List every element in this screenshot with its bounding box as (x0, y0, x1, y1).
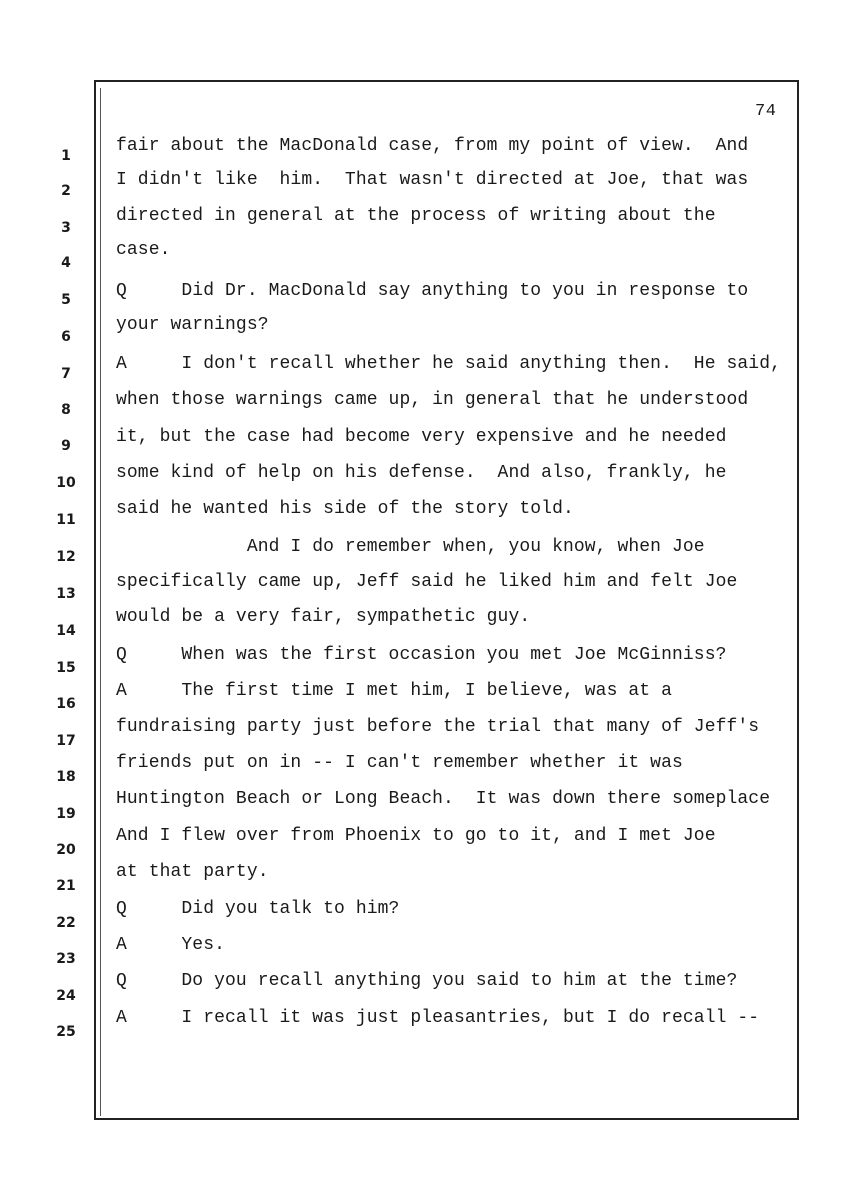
transcript-line: A The first time I met him, I believe, was at a (116, 681, 672, 701)
line-number: 6 (61, 329, 71, 345)
transcript-line: said he wanted his side of the story told. (116, 499, 574, 519)
line-number: 14 (56, 623, 76, 639)
line-number: 23 (56, 951, 76, 967)
transcript-line: A Yes. (116, 935, 226, 955)
transcript-line: friends put on in -- I can't remember whether it was (116, 753, 683, 773)
transcript-line: And I flew over from Phoenix to go to it, and I met Joe (116, 826, 716, 846)
line-number: 12 (56, 549, 76, 565)
line-number: 9 (61, 438, 71, 454)
line-number: 15 (56, 660, 76, 676)
transcript-line: Huntington Beach or Long Beach. It was down there someplace (116, 789, 771, 809)
line-number: 2 (61, 183, 71, 199)
line-number: 13 (56, 586, 76, 602)
transcript-line: And I do remember when, you know, when Joe (116, 537, 705, 557)
line-number: 16 (56, 696, 76, 712)
transcript-line: I didn't like him. That wasn't directed at Joe, that was (116, 170, 749, 190)
line-number: 19 (56, 806, 76, 822)
line-number: 10 (56, 475, 76, 491)
transcript-line: Q Did Dr. MacDonald say anything to you in response to (116, 281, 749, 301)
transcript-line: at that party. (116, 862, 269, 882)
line-number: 8 (61, 402, 71, 418)
transcript-line: your warnings? (116, 315, 269, 335)
page-frame (94, 80, 799, 1120)
line-number: 3 (61, 220, 71, 236)
line-number: 22 (56, 915, 76, 931)
page-number: 74 (755, 102, 777, 121)
line-number: 21 (56, 878, 76, 894)
transcript-line: Q When was the first occasion you met Joe McGinniss? (116, 645, 727, 665)
transcript-line: fair about the MacDonald case, from my point of view. And (116, 136, 749, 156)
line-number: 25 (56, 1024, 76, 1040)
line-number: 7 (61, 366, 71, 382)
line-number: 24 (56, 988, 76, 1004)
line-number: 17 (56, 733, 76, 749)
line-number: 4 (61, 255, 71, 271)
line-number: 1 (61, 148, 71, 164)
transcript-line: it, but the case had become very expensive and he needed (116, 427, 727, 447)
transcript-line: some kind of help on his defense. And also, frankly, he (116, 463, 727, 483)
transcript-line: fundraising party just before the trial that many of Jeff's (116, 717, 760, 737)
line-number: 20 (56, 842, 76, 858)
margin-rule (100, 88, 101, 1116)
transcript-line: would be a very fair, sympathetic guy. (116, 607, 531, 627)
transcript-line: directed in general at the process of writing about the (116, 206, 716, 226)
line-number: 5 (61, 292, 71, 308)
transcript-line: Q Did you talk to him? (116, 899, 400, 919)
transcript-line: A I don't recall whether he said anything then. He said, (116, 354, 782, 374)
transcript-line: specifically came up, Jeff said he liked him and felt Joe (116, 572, 738, 592)
line-number: 18 (56, 769, 76, 785)
transcript-line: when those warnings came up, in general that he understood (116, 390, 749, 410)
transcript-line: Q Do you recall anything you said to him at the time? (116, 971, 738, 991)
transcript-line: A I recall it was just pleasantries, but I do recall -- (116, 1008, 760, 1028)
line-number: 11 (56, 512, 76, 528)
transcript-line: case. (116, 240, 171, 260)
